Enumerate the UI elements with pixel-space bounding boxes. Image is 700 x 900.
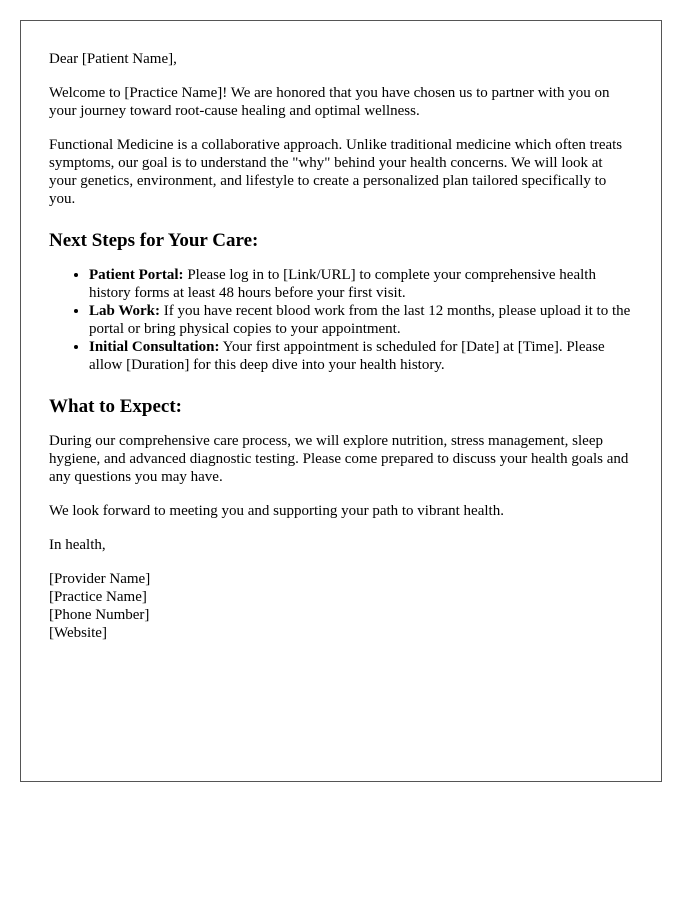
list-item (89, 266, 633, 302)
closing-paragraph: We look forward to meeting you and supporting your path to vibrant health. (49, 503, 504, 519)
intro-paragraph: Functional Medicine is a collaborative approach. Unlike traditional medicine which often treats symptoms, our goal is to understand the "why" behind your health concerns. We will look at your genetics, environment, and lifestyle to create a personalized plan tailored specifically to you. (49, 137, 623, 207)
practice-name: [Practice Name] (49, 589, 147, 605)
provider-name: [Provider Name] (49, 571, 151, 587)
sign-off: In health, (49, 537, 106, 553)
what-to-expect-paragraph: During our comprehensive care process, we will explore nutrition, stress management, sleep hygiene, and advanced diagnostic testing. Please come prepared to discuss your health goals and any questions you may have. (49, 433, 629, 485)
list-item-label: Patient Portal: (89, 267, 184, 283)
list-item (89, 338, 633, 374)
list-item-label: Initial Consultation: (89, 339, 220, 355)
next-steps-list (49, 266, 633, 374)
next-steps-heading: Next Steps for Your Care: (49, 230, 259, 251)
welcome-paragraph: Welcome to [Practice Name]! We are honored that you have chosen us to partner with you on your journey toward root-cause healing and optimal wellness. (49, 85, 610, 119)
list-item-label: Lab Work: (89, 303, 160, 319)
website: [Website] (49, 625, 107, 641)
what-to-expect-heading: What to Expect: (49, 396, 182, 417)
list-item (89, 302, 633, 338)
signature-block (49, 570, 633, 642)
list-item-text: If you have recent blood work from the last 12 months, please upload it to the portal or bring physical copies to your appointment. (89, 303, 631, 337)
letter-document (20, 20, 662, 782)
phone-number: [Phone Number] (49, 607, 150, 623)
list-item-text: Please log in to [Link/URL] to complete your comprehensive health history forms at least 48 hours before your first visit. (89, 267, 596, 301)
list-item-text: Your first appointment is scheduled for [Date] at [Time]. Please allow [Duration] for this deep dive into your health history. (89, 339, 605, 373)
salutation: Dear [Patient Name], (49, 51, 177, 67)
